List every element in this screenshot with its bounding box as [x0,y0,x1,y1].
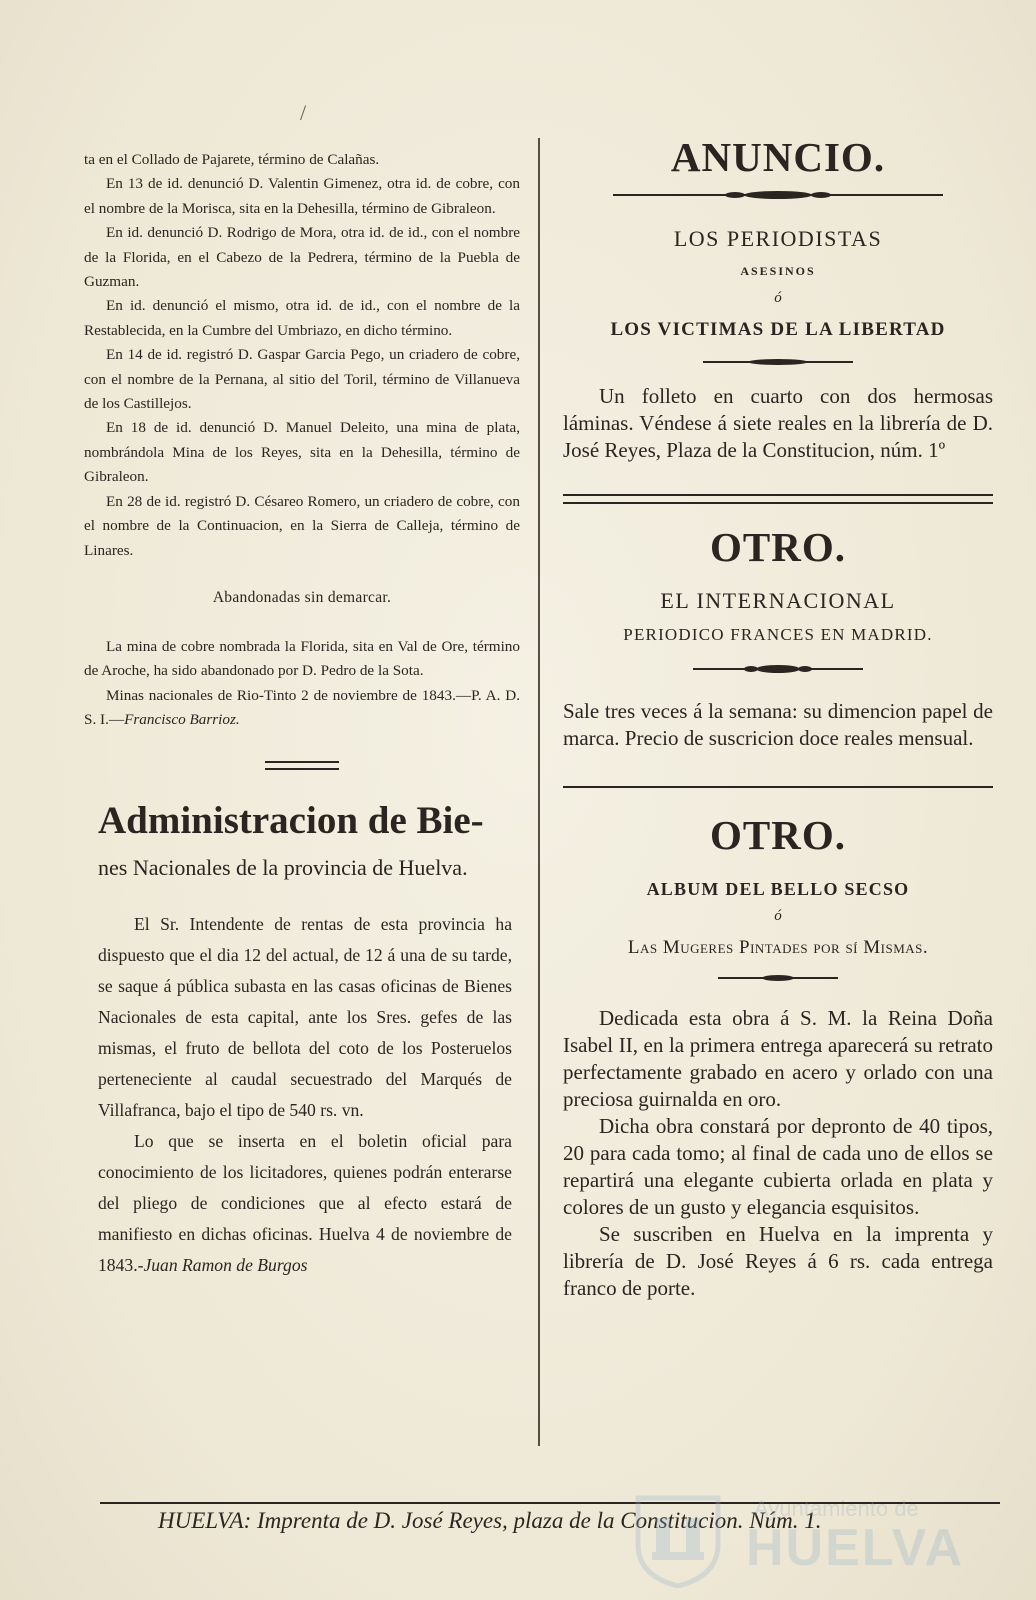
album-or: ó [774,908,782,924]
otro-body: Sale tres veces á la semana: su dimencion papel de marca. Precio de suscricion doce reales mensual. [563,699,993,750]
abandoned-subheading: Abandonadas sin demarcar. [212,588,392,606]
mining-paragraph: ta en el Collado de Pajarete, término de Calañas. [84,151,380,168]
imprint: HUELVA: Imprenta de D. José Reyes, plaza de la Constitucion. Núm. 1. [158,1508,822,1533]
mining-paragraph: En id. denunció D. Rodrigo de Mora, otra id. de id., con el nombre de la Florida, en el Cabezo de la Pedrera, término de la Puebla de Guzman. [84,224,520,291]
anuncio-subtitle: ASESINOS [740,264,816,278]
otro-heading: OTRO. [710,524,846,570]
admin-title-continued: nes Nacionales de la provincia de Huelva. [98,854,468,880]
admin-paragraph-text: Lo que se inserta en el boletin oficial para conocimiento de los licitadores, quienes podrán enterarse del pliego de condiciones que al efecto estará de manifiesto en dichas oficinas. Huelva 4 de noviembre de 1843.- [98,1130,512,1275]
section-divider [265,761,339,770]
section-divider [563,494,993,504]
ornament-rule [718,973,838,983]
otro-subtitle: PERIODICO FRANCES EN MADRID. [623,625,933,644]
anuncio-title-2: LOS VICTIMAS DE LA LIBERTAD [610,319,946,340]
ornament-rule [613,190,943,200]
signoff-text: Minas nacionales de Rio-Tinto 2 de noviembre de 1843.—P. A. D. S. I.— [84,686,520,729]
ink-mark: / [300,100,307,125]
admin-paragraph: El Sr. Intendente de rentas de esta provincia ha dispuesto que el dia 12 del actual, de 12 á una de su tarde, se saque á pública subasta en las casas oficinas de Bienes Nacionales de esta capital, ante los Sres. gefes de las mismas, el fruto de bellota del coto de los Posteruelos perteneciente al caudal secuestrado del Marqués de Villafranca, bajo el tipo de 540 rs. vn. [98,913,512,1120]
album-paragraph: Dedicada esta obra á S. M. la Reina Doña Isabel II, en la primera entrega aparecerá su retrato perfectamente grabado en acero y orlado con una preciosa guirnalda en oro. [563,1006,993,1111]
library-watermark [628,1492,988,1592]
anuncio-title: LOS PERIODISTAS [673,226,883,251]
anuncio-heading: ANUNCIO. [670,134,886,180]
admin-notice [84,909,520,1281]
abandon-paragraph: La mina de cobre nombrada la Florida, sita en Val de Ore, término de Aroche, ha sido abandonado por D. Pedro de la Sota. [84,637,520,680]
mining-paragraph: En 18 de id. denunció D. Manuel Deleito, una mina de plata, nombrándola Mina de los Reyes, sita en la Dehesilla, término de Gibraleon. [84,419,520,486]
otro-heading-2: OTRO. [710,812,846,858]
admin-title: Administracion de Bie- [98,798,484,842]
crest-icon [628,1492,728,1588]
album-title: ALBUM DEL BELLO SECSO [646,879,910,899]
watermark-line-2: HUELVA [746,1519,965,1577]
signoff [84,684,520,733]
mining-paragraph: En 13 de id. denunció D. Valentin Gimenez, otra id. de cobre, con el nombre de la Morisca, sita en la Dehesilla, término de Gibraleon. [84,175,520,217]
album-subtitle: Las Mugeres Pintades por sí Mismas. [627,937,929,958]
watermark-line-1: Ayuntamiento de [754,1496,919,1521]
admin-signer: Juan Ramon de Burgos [143,1254,308,1275]
left-column [84,148,520,1281]
right-column [563,132,993,1302]
mining-paragraph: En id. denunció el mismo, otra id. de id., con el nombre de la Restablecida, en la Cumbre del Umbriazo, en dicho término. [84,297,520,339]
signoff-name: Francisco Barrioz. [124,711,240,729]
ornament-rule [703,357,853,367]
ornament-rule [693,664,863,674]
album-paragraph: Se suscriben en Huelva en la imprenta y librería de D. José Reyes á 6 rs. cada entrega franco de porte. [563,1222,993,1300]
column-divider [538,138,540,1446]
admin-paragraph [98,1126,512,1281]
otro-title: EL INTERNACIONAL [660,588,896,613]
anuncio-body: Un folleto en cuarto con dos hermosas láminas. Véndese á siete reales en la librería de D. José Reyes, Plaza de la Constitucion, núm. 1º [563,384,993,462]
album-paragraph: Dicha obra constará por depronto de 40 tipos, 20 para cada tomo; al final de cada uno de ellos se repartirá una elegante cubierta orlada en plata y colores de un gusto y elegancia esquisitos. [563,1114,993,1219]
mining-paragraph: En 14 de id. registró D. Gaspar Garcia Pego, un criadero de cobre, con el nombre de la Pernana, al sitio del Toril, término de Villanueva de los Castillejos. [84,346,520,413]
anuncio-or: ó [774,290,782,306]
mining-paragraph: En 28 de id. registró D. Césareo Romero, un criadero de cobre, con el nombre de la Continuacion, en la Sierra de Calleja, término de Linares. [84,492,520,559]
